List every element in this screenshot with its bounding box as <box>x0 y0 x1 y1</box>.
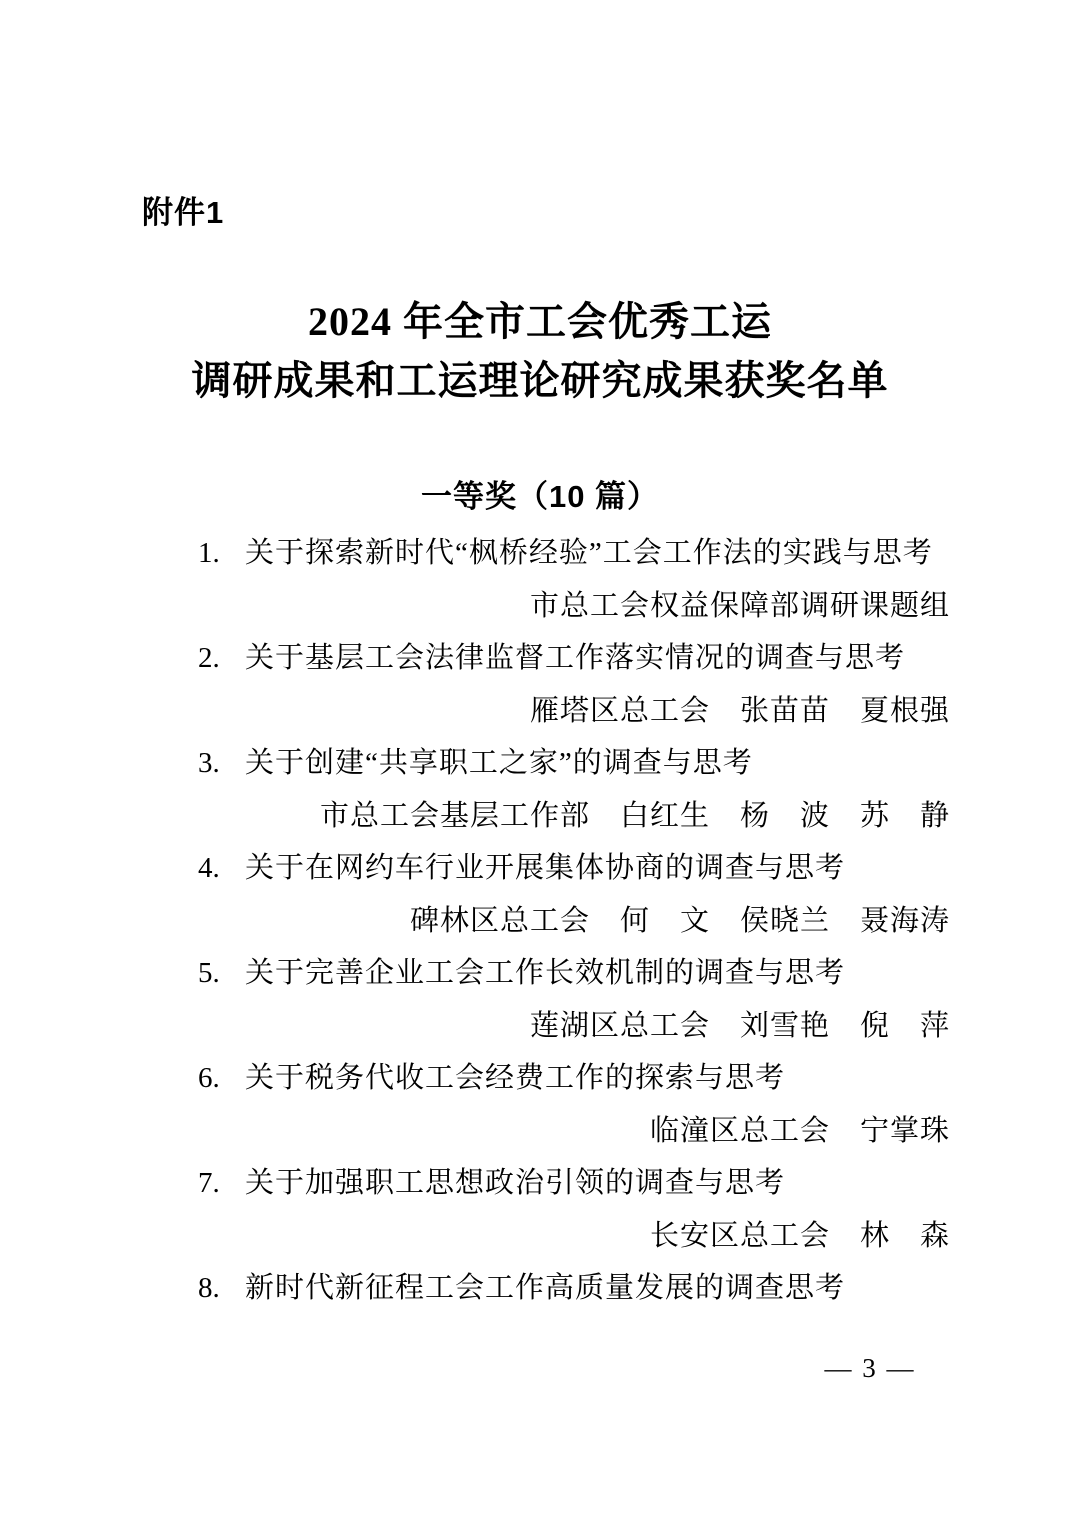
award-item-6 <box>140 1052 952 1157</box>
award-title-line <box>140 632 952 685</box>
item-number: 2. <box>198 642 220 674</box>
award-authors: 长安区总工会 林 森 <box>649 1219 950 1252</box>
award-authors: 碑林区总工会 何 文 侯晓兰 聂海涛 <box>409 904 950 937</box>
award-title-line <box>140 527 952 580</box>
award-title: 新时代新征程工会工作高质量发展的调查思考 <box>245 1272 846 1304</box>
award-title: 关于完善企业工会工作长效机制的调查与思考 <box>245 957 846 989</box>
item-number: 8. <box>198 1272 220 1304</box>
item-number: 7. <box>198 1167 220 1199</box>
award-title: 关于基层工会法律监督工作落实情况的调查与思考 <box>245 642 906 674</box>
item-number: 3. <box>198 747 220 779</box>
award-item-7 <box>140 1157 952 1262</box>
item-number: 1. <box>198 537 220 569</box>
award-item-3 <box>140 737 952 842</box>
document-title <box>134 292 946 410</box>
award-title: 关于税务代收工会经费工作的探索与思考 <box>245 1062 786 1094</box>
award-authors: 市总工会权益保障部调研课题组 <box>529 589 950 622</box>
section-heading-first-prize: 一等奖（10 篇） <box>420 479 660 514</box>
award-title-line <box>140 737 952 790</box>
award-title-line <box>140 947 952 1000</box>
award-authors: 雁塔区总工会 张苗苗 夏根强 <box>529 694 950 727</box>
award-title: 关于创建“共享职工之家”的调查与思考 <box>245 747 753 779</box>
item-number: 6. <box>198 1062 220 1094</box>
award-title-line <box>140 842 952 895</box>
document-title-line1: 2024 年全市工会优秀工运 <box>308 299 772 344</box>
award-authors: 莲湖区总工会 刘雪艳 倪 萍 <box>529 1009 950 1042</box>
award-title-line <box>140 1262 952 1315</box>
award-list <box>140 527 952 1315</box>
award-title: 关于探索新时代“枫桥经验”工会工作法的实践与思考 <box>245 537 933 569</box>
page-number: — 3 — <box>824 1353 916 1383</box>
award-item-1 <box>140 527 952 632</box>
award-item-8 <box>140 1262 952 1315</box>
item-number: 5. <box>198 957 220 989</box>
award-item-5 <box>140 947 952 1052</box>
item-number: 4. <box>198 852 220 884</box>
award-title: 关于在网约车行业开展集体协商的调查与思考 <box>245 852 846 884</box>
award-title: 关于加强职工思想政治引领的调查与思考 <box>245 1167 786 1199</box>
award-authors: 临潼区总工会 宁掌珠 <box>649 1114 950 1147</box>
award-title-line <box>140 1052 952 1105</box>
award-title-line <box>140 1157 952 1210</box>
award-item-2 <box>140 632 952 737</box>
attachment-label: 附件1 <box>142 195 225 230</box>
document-title-line2: 调研成果和工运理论研究成果获奖名单 <box>191 358 889 403</box>
award-authors: 市总工会基层工作部 白红生 杨 波 苏 静 <box>319 799 950 832</box>
award-item-4 <box>140 842 952 947</box>
